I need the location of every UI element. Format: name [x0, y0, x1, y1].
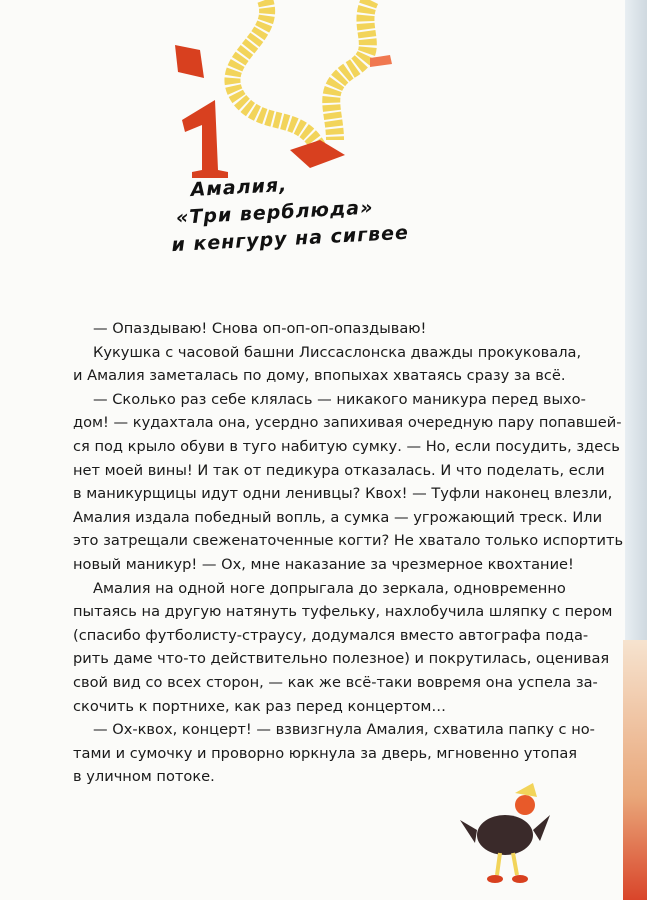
text-line: Амалия на одной ноге допрыгала до зеркала, одновременно	[93, 579, 566, 597]
text-line: Кукушка с часовой башни Лиссаслонска дважды прокуковала,	[93, 343, 582, 361]
next-page-illustration	[623, 640, 647, 900]
chapter-number-illustration	[170, 0, 470, 180]
text-line: рить даме что-то действительно полезное) и покрутилась, оценивая	[73, 650, 610, 668]
text-line: новый маникур! — Ох, мне наказание за чрезмерное квохтание!	[73, 555, 574, 573]
text-line: свой вид со всех сторон, — как же всё-таки вовремя она успела за-	[73, 673, 598, 691]
text-line: нет моей вины! И так от педикура отказалась. И что поделать, если	[73, 461, 605, 479]
text-line: (спасибо футболисту-страусу, додумался вместо автографа пода-	[73, 626, 589, 644]
text-line: это затрещали свеженаточенные когти? Не хватало только испортить	[73, 532, 624, 550]
text-line: — Ох-квох, концерт! — взвизгнула Амалия, схватила папку с но-	[93, 721, 595, 739]
chapter-title	[172, 166, 410, 259]
chapter-title-line: «Три верблюда»	[175, 196, 374, 229]
text-line: ся под крыло обуви в туго набитую сумку. — Но, если посудить, здесь	[73, 437, 620, 455]
text-line: — Опаздываю! Снова оп-оп-оп-опаздываю!	[93, 320, 427, 337]
text-line: в маникурщицы идут одни ленивцы? Квох! — Туфли наконец влезли,	[73, 485, 613, 503]
text-line: и Амалия заметалась по дому, впопыхах хватаясь сразу за всё.	[73, 367, 566, 385]
text-line: дом! — кудахтала она, усердно запихивая очередную пару попавшей-	[73, 414, 622, 432]
text-line: тами и сумочку и проворно юркнула за дверь, мгновенно утопая	[73, 744, 578, 762]
text-line: Амалия издала победный вопль, а сумка — угрожающий треск. Или	[73, 508, 603, 526]
chapter-title-line: и кенгуру на сигвее	[170, 221, 410, 257]
hen-illustration	[455, 775, 555, 890]
body-text	[73, 317, 624, 789]
chapter-title-line: Амалия,	[190, 173, 288, 202]
text-line: скочить к портнихе, как раз перед концертом…	[73, 697, 447, 715]
chapter-number-one	[182, 100, 228, 178]
text-line: — Сколько раз себе клялась — никакого маникура перед выхо-	[93, 390, 586, 408]
text-line: пытаясь на другую натянуть туфельку, нахлобучила шляпку с пером	[73, 603, 613, 621]
text-line: в уличном потоке.	[73, 768, 215, 786]
